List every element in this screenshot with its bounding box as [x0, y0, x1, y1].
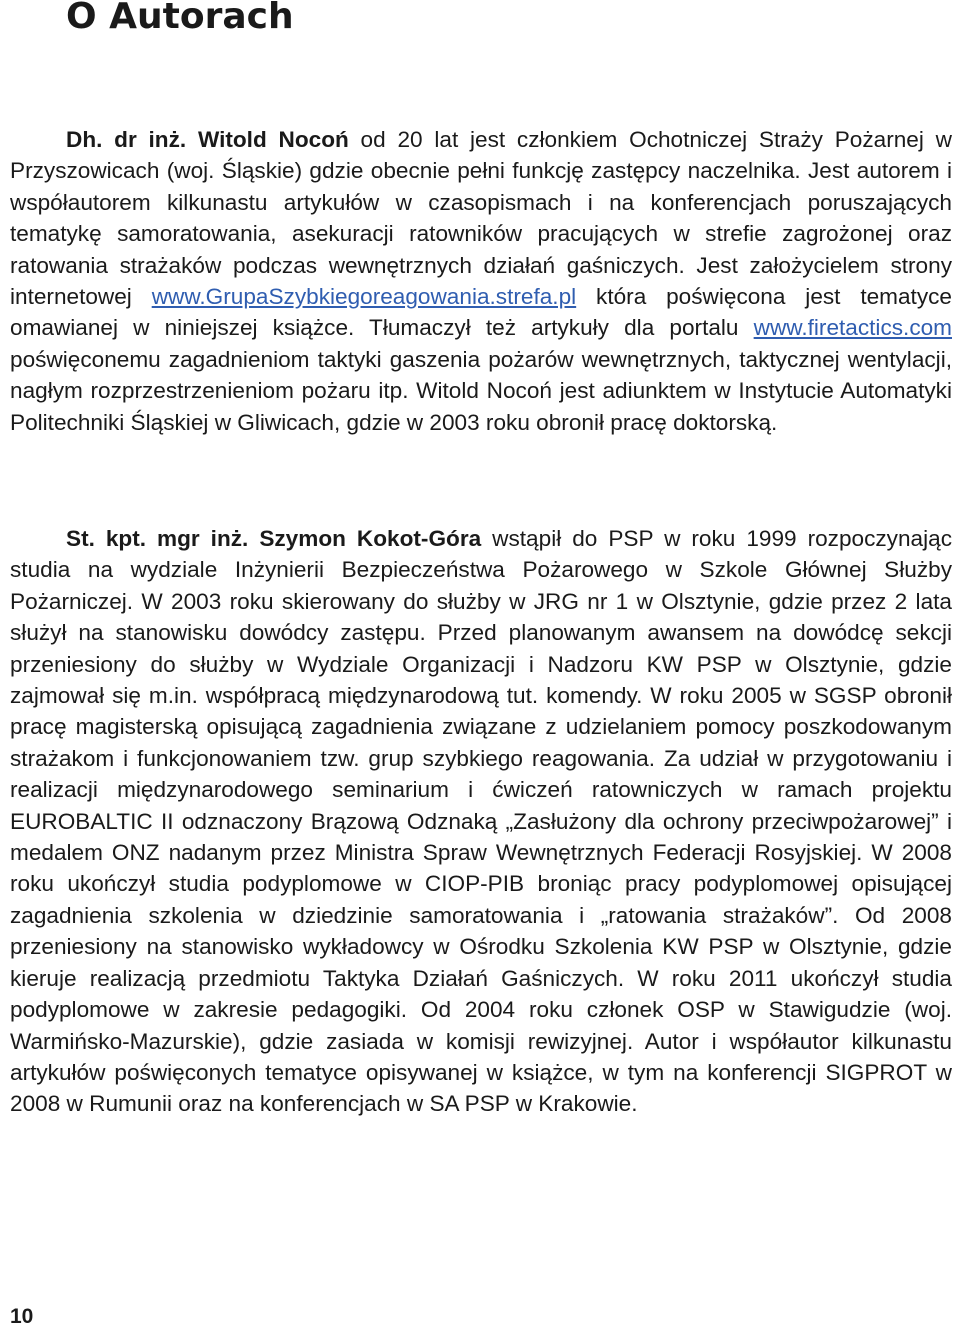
- author-bio-kokot-gora: [10, 523, 952, 1120]
- bio-text: która poświęcona jest tematyce omawianej w niniejszej książce. Tłumaczył też artykuły dla portalu: [10, 284, 952, 341]
- author-bio-nocon: [10, 124, 952, 438]
- website-link-grupa[interactable]: www.GrupaSzybkiegoreagowania.strefa.pl: [151, 284, 577, 310]
- author-title-prefix: Dh. dr inż.: [66, 127, 187, 152]
- page-title: O Autorach: [66, 0, 294, 37]
- page-number: 10: [10, 1305, 34, 1328]
- website-link-firetactics[interactable]: www.firetactics.com: [753, 315, 952, 341]
- bio-text: poświęconemu zagadnieniom taktyki gaszenia pożarów wewnętrznych, taktycznej wentylacji, nagłym rozprzestrzenieniom pożaru itp. Witold Nocoń jest adiunktem w Instytucie Automatyki Politechniki Śląskiej w Gliwicach, gdzie w 2003 roku obronił pracę doktorską.: [10, 346, 952, 435]
- author-name: Szymon Kokot-Góra: [259, 526, 482, 551]
- bio-text: wstąpił do PSP w roku 1999 rozpoczynając studia na wydziale Inżynierii Bezpieczeństwa Pożarowego w Szkole Głównej Służby Pożarniczej. W 2003 roku skierowany do służby w JRG nr 1 w Olsztynie, gdzie przez 2 lata służył na stanowisku dowódcy zastępu. Przed planowanym awansem na dowódcę sekcji przeniesiony do służby w Wydziale Organizacji i Nadzoru KW PSP w Olsztynie, gdzie zajmował się m.in. współpracą międzynarodową tut. komendy. W roku 2005 w SGSP obronił pracę magisterską opisującą zagadnienia związane z udzielaniem pomocy poszkodowanym strażakom i funkcjonowaniem tzw. grup szybkiego reagowania. Za udział w przygotowaniu i realizacji międzynarodowego seminarium i ćwiczeń ratowniczych w ramach projektu EUROBALTIC II odznaczony Brązową Odznaką „Zasłużony dla ochrony przeciwpożarowej” i medalem ONZ nadanym przez Ministra Spraw Wewnętrznych Federacji Rosyjskiej. W 2008 roku ukończył studia podyplomowe w CIOP-PIB broniąc pracy podyplomowej opisującej zagadnienia szkolenia w dziedzinie samoratowania i „ratowania strażaków”. Od 2008 przeniesiony na stanowisko wykładowcy w Ośrodku Szkolenia KW PSP w Olsztynie, gdzie kieruje realizacją przedmiotu Taktyka Działań Gaśniczych. W roku 2011 ukończył studia podyplomowe w zakresie pedagogiki. Od 2004 roku członek OSP w Stawigudzie (woj. Warmińsko-Mazurskie), gdzie zasiada w komisji rewizyjnej. Autor i współautor kilkunastu artykułów poświęconych tematyce opisywanej w książce, w tym na konferencji SIGPROT w 2008 w Rumunii oraz na konferencjach w SA PSP w Krakowie.: [10, 526, 952, 1117]
- author-name: Witold Nocoń: [197, 127, 349, 152]
- author-title-prefix: St. kpt. mgr inż.: [66, 526, 249, 551]
- bio-text: od 20 lat jest członkiem Ochotniczej Straży Pożarnej w Przyszowicach (woj. Śląskie) gdzie obecnie pełni funkcję zastępcy naczelnika. Jest autorem i współautorem kilkunastu artykułów w czasopismach i na konferencjach poruszających tematykę samoratowania, asekuracji ratowników pracujących w strefie zagrożonej oraz ratowania strażaków podczas wewnętrznych działań gaśniczych. Jest założycielem strony internetowej: [10, 127, 952, 310]
